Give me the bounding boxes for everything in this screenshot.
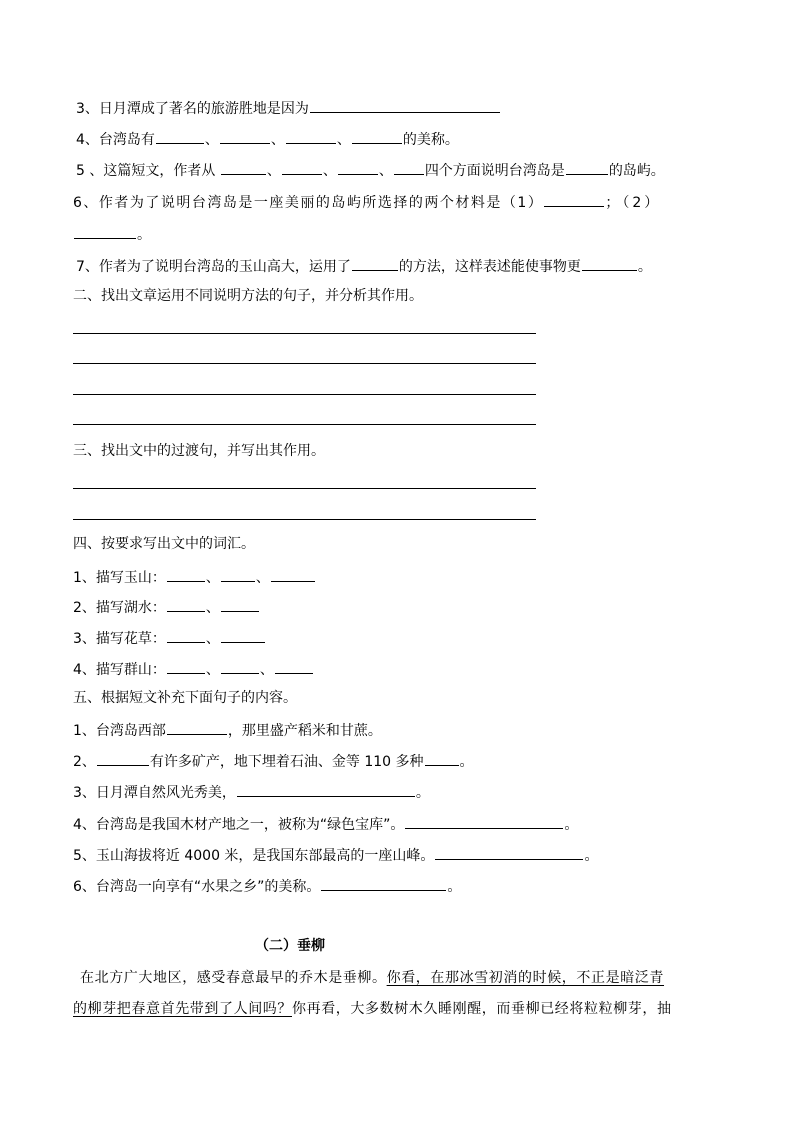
separator: 、: [378, 163, 393, 179]
fill-text: 4、台湾岛是我国木材产地之一，被称为“绿色宝库”。: [73, 817, 405, 833]
question-6-sep: ；（2）: [605, 195, 662, 211]
answer-blank[interactable]: [237, 780, 415, 797]
answer-blank[interactable]: [352, 254, 398, 271]
passage-line-1: [80, 968, 664, 988]
fill-text: 2、: [73, 754, 96, 770]
passage-line-2: [73, 999, 672, 1019]
separator: 、: [259, 662, 274, 678]
fill-text: ，那里盛产稻米和甘蔗。: [227, 723, 382, 739]
answer-blank[interactable]: [167, 718, 227, 735]
answer-blank[interactable]: [275, 657, 313, 674]
answer-blank[interactable]: [435, 843, 583, 860]
separator: 、: [322, 163, 337, 179]
vocab-item-2: [73, 595, 260, 615]
fill-text: 。: [564, 817, 579, 833]
answer-blank[interactable]: [221, 595, 259, 612]
answer-blank[interactable]: [167, 595, 205, 612]
passage-title: （二）垂柳: [255, 938, 325, 954]
fill-item-1: [73, 718, 382, 738]
answer-blank[interactable]: [220, 127, 270, 144]
passage-text: 你再看，大多数树木久睡刚醒，而垂柳已经将粒粒柳芽，抽: [292, 1001, 672, 1017]
question-4-text: 4、台湾岛有: [76, 132, 155, 148]
fill-text: 3、日月潭自然风光秀美，: [73, 785, 236, 801]
question-5-tail: 的岛屿。: [608, 163, 665, 179]
fill-text: 6、台湾岛一向享有“水果之乡”的美称。: [73, 879, 321, 895]
answer-line[interactable]: [73, 333, 536, 334]
fill-text: 有许多矿产，地下埋着石油、金等 110 多种: [149, 754, 424, 770]
section-4-heading: 四、按要求写出文中的词汇。: [73, 536, 255, 552]
answer-line[interactable]: [73, 363, 536, 364]
passage-underlined: 你看，在那冰雪初消的时候，不正是暗泛青: [386, 970, 665, 986]
vocab-label: 4、描写群山：: [73, 662, 166, 678]
question-6-text: 6、作者为了说明台湾岛是一座美丽的岛屿所选择的两个材料是（1）: [73, 195, 544, 211]
answer-blank[interactable]: [221, 565, 255, 582]
question-7-middle: 的方法，这样表述能使事物更: [398, 259, 581, 275]
answer-blank[interactable]: [167, 565, 205, 582]
question-6-end: 。: [137, 227, 151, 243]
answer-blank[interactable]: [286, 127, 336, 144]
answer-blank[interactable]: [74, 222, 136, 239]
answer-blank[interactable]: [425, 749, 459, 766]
vocab-label: 3、描写花草：: [73, 631, 166, 647]
separator: 、: [205, 631, 220, 647]
vocab-item-4: [73, 657, 314, 677]
vocab-item-3: [73, 626, 266, 646]
question-4: [76, 127, 459, 147]
vocab-item-1: [73, 565, 316, 585]
answer-blank[interactable]: [221, 158, 266, 175]
section-5-heading: 五、根据短文补充下面句子的内容。: [73, 690, 297, 706]
answer-blank[interactable]: [321, 874, 446, 891]
separator: 、: [205, 600, 220, 616]
fill-text: 1、台湾岛西部: [73, 723, 166, 739]
answer-line[interactable]: [73, 488, 536, 489]
answer-line[interactable]: [73, 519, 536, 520]
answer-blank[interactable]: [271, 565, 315, 582]
answer-blank[interactable]: [282, 158, 322, 175]
question-6: [73, 190, 661, 210]
passage-text: 在北方广大地区，感受春意最早的乔木是垂柳。: [80, 970, 387, 986]
section-3-heading: 三、找出文中的过渡句，并写出其作用。: [73, 443, 325, 459]
separator: 、: [336, 132, 351, 148]
fill-text: 。: [447, 879, 462, 895]
answer-blank[interactable]: [167, 657, 205, 674]
answer-line[interactable]: [73, 424, 536, 425]
fill-item-6: [73, 874, 461, 894]
passage-underlined: 的柳芽把春意首先带到了人间吗？: [73, 1001, 292, 1017]
question-5-middle: 四个方面说明台湾岛是: [424, 163, 565, 179]
answer-blank[interactable]: [167, 626, 205, 643]
question-5: [76, 158, 665, 178]
separator: 、: [204, 132, 219, 148]
question-3-text: 3、日月潭成了著名的旅游胜地是因为: [76, 101, 309, 117]
question-4-tail: 的美称。: [402, 132, 459, 148]
fill-item-5: [73, 843, 598, 863]
answer-blank[interactable]: [394, 158, 424, 175]
question-6-cont: [73, 222, 151, 242]
question-5-text: 5 、这篇短文，作者从: [76, 163, 220, 179]
vocab-label: 1、描写玉山：: [73, 570, 166, 586]
answer-blank[interactable]: [544, 190, 604, 207]
separator: 、: [205, 662, 220, 678]
fill-text: 5、玉山海拔将近 4000 米，是我国东部最高的一座山峰。: [73, 848, 435, 864]
answer-blank[interactable]: [221, 657, 259, 674]
separator: 、: [266, 163, 281, 179]
question-3: [76, 96, 501, 116]
separator: 、: [205, 570, 220, 586]
fill-text: 。: [415, 785, 430, 801]
separator: 、: [255, 570, 270, 586]
section-2-heading: 二、找出文章运用不同说明方法的句子，并分析其作用。: [73, 288, 423, 304]
fill-item-2: [73, 749, 474, 769]
question-7-end: 。: [637, 259, 652, 275]
answer-blank[interactable]: [221, 626, 265, 643]
answer-blank[interactable]: [352, 127, 402, 144]
vocab-label: 2、描写湖水：: [73, 600, 166, 616]
answer-line[interactable]: [73, 394, 536, 395]
fill-text: 。: [459, 754, 474, 770]
fill-item-3: [73, 780, 430, 800]
answer-blank[interactable]: [405, 812, 563, 829]
fill-text: 。: [584, 848, 599, 864]
separator: 、: [270, 132, 285, 148]
answer-blank[interactable]: [156, 127, 204, 144]
question-7: [76, 254, 652, 274]
fill-item-4: [73, 812, 578, 832]
answer-blank[interactable]: [338, 158, 378, 175]
answer-blank[interactable]: [97, 749, 149, 766]
answer-blank[interactable]: [310, 96, 500, 113]
answer-blank[interactable]: [566, 158, 608, 175]
question-7-text: 7、作者为了说明台湾岛的玉山高大，运用了: [76, 259, 351, 275]
answer-blank[interactable]: [582, 254, 637, 271]
